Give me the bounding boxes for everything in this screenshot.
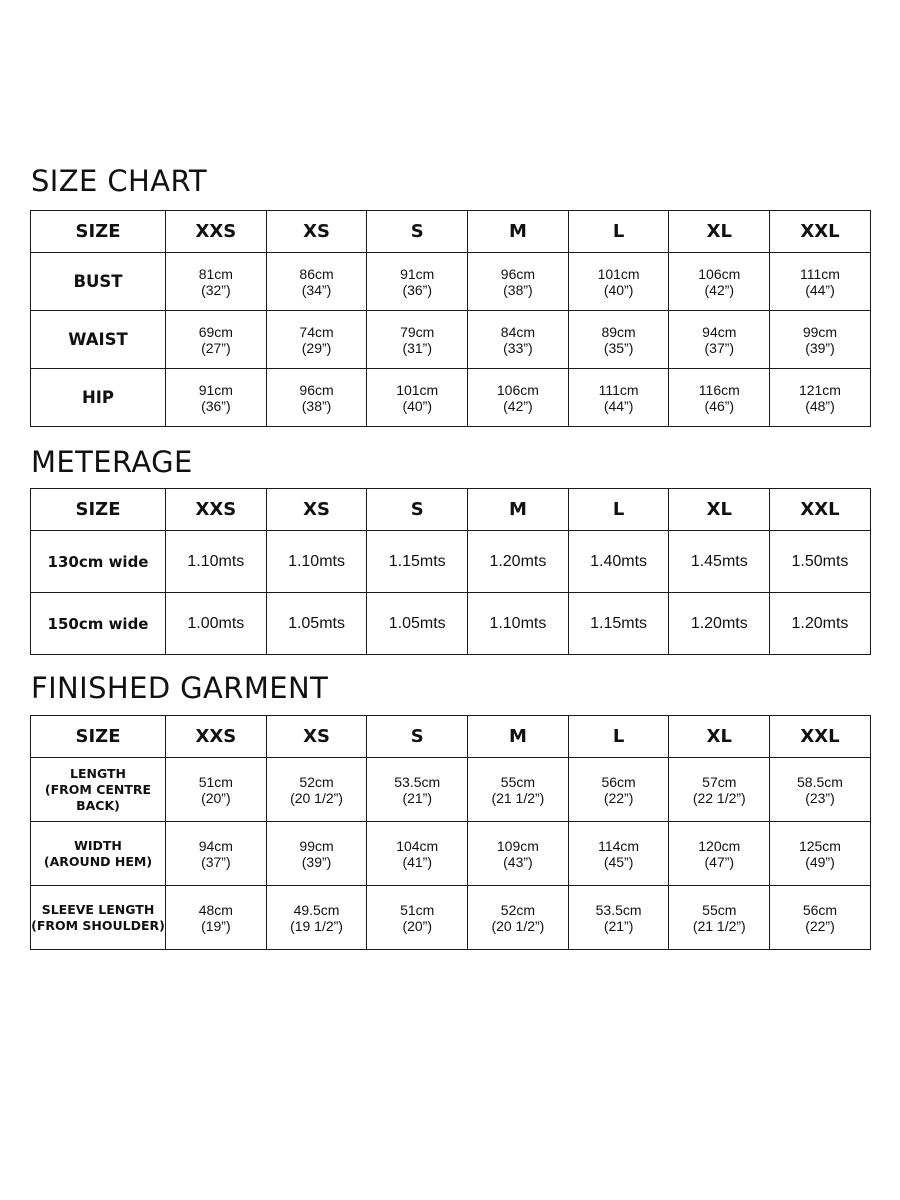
header-cell: M	[468, 211, 569, 253]
measure-cell	[367, 311, 468, 369]
meterage-cell: 1.40mts	[568, 531, 669, 593]
cm-value: 57cm	[702, 773, 737, 790]
inch-value: (36”)	[201, 397, 231, 414]
meterage-cell: 1.05mts	[367, 593, 468, 655]
header-cell: M	[468, 489, 569, 531]
cm-value: 121cm	[798, 381, 841, 398]
measure-cell	[166, 758, 267, 822]
inch-value: (22”)	[805, 917, 835, 934]
header-cell: L	[568, 489, 669, 531]
cm-value: 91cm	[400, 265, 435, 282]
cm-value: 116cm	[698, 381, 740, 398]
cm-value: 69cm	[198, 323, 233, 340]
row-label: HIP	[31, 369, 166, 427]
inch-value: (29”)	[301, 339, 332, 356]
finished-garment-table	[30, 715, 871, 950]
measure-cell	[468, 369, 569, 427]
header-cell: XL	[669, 211, 770, 253]
inch-value: (27”)	[201, 339, 231, 356]
header-cell: XXL	[770, 716, 871, 758]
cm-value: 89cm	[601, 323, 636, 340]
cm-value: 109cm	[496, 837, 539, 854]
cm-value: 51cm	[198, 773, 233, 790]
inch-value: (42”)	[503, 397, 533, 414]
cm-value: 79cm	[400, 323, 435, 340]
header-cell: S	[367, 211, 468, 253]
inch-value: (38”)	[301, 397, 332, 414]
measure-cell	[266, 886, 367, 950]
measure-cell	[770, 369, 871, 427]
header-cell: S	[367, 489, 468, 531]
table-row	[31, 369, 871, 427]
cm-value: 99cm	[299, 837, 334, 854]
measure-cell	[468, 253, 569, 311]
inch-value: (20”)	[201, 789, 231, 806]
cm-value: 58.5cm	[797, 773, 843, 790]
cm-value: 125cm	[798, 837, 841, 854]
inch-value: (19”)	[201, 917, 231, 934]
meterage-cell: 1.20mts	[468, 531, 569, 593]
meterage-cell: 1.20mts	[770, 593, 871, 655]
inch-value: (41”)	[402, 853, 432, 870]
inch-value: (44”)	[603, 397, 634, 414]
cm-value: 91cm	[198, 381, 233, 398]
measure-cell	[568, 311, 669, 369]
size-chart-title: SIZE CHART	[31, 164, 208, 198]
meterage-table	[30, 488, 871, 655]
inch-value: (19 1/2”)	[290, 917, 343, 934]
row-label	[31, 758, 166, 822]
measure-cell	[568, 886, 669, 950]
meterage-cell: 1.15mts	[367, 531, 468, 593]
measure-cell	[468, 758, 569, 822]
meterage-cell: 1.15mts	[568, 593, 669, 655]
header-cell: XS	[266, 716, 367, 758]
row-label	[31, 822, 166, 886]
table-row	[31, 758, 871, 822]
measure-cell	[770, 758, 871, 822]
meterage-header-row	[31, 489, 871, 531]
cm-value: 104cm	[396, 837, 439, 854]
inch-value: (46”)	[704, 397, 735, 414]
finished-garment-header-row	[31, 716, 871, 758]
cm-value: 111cm	[598, 381, 639, 398]
measure-cell	[468, 311, 569, 369]
cm-value: 74cm	[299, 323, 334, 340]
cm-value: 49.5cm	[293, 901, 340, 918]
cm-value: 101cm	[597, 265, 640, 282]
row-label: 150cm wide	[31, 593, 166, 655]
inch-value: (49”)	[805, 853, 835, 870]
meterage-cell: 1.05mts	[266, 593, 367, 655]
inch-value: (40”)	[402, 397, 432, 414]
measure-cell	[568, 822, 669, 886]
cm-value: 56cm	[802, 901, 838, 918]
cm-value: 106cm	[698, 265, 741, 282]
measure-cell	[266, 311, 367, 369]
meterage-cell: 1.10mts	[166, 531, 267, 593]
cm-value: 55cm	[500, 773, 536, 790]
inch-value: (21 1/2”)	[491, 789, 545, 806]
meterage-cell: 1.10mts	[468, 593, 569, 655]
inch-value: (22 1/2”)	[692, 789, 746, 806]
header-cell: XL	[669, 716, 770, 758]
measure-cell	[770, 886, 871, 950]
header-cell: XXL	[770, 211, 871, 253]
measure-cell	[367, 822, 468, 886]
header-cell: SIZE	[31, 489, 166, 531]
measure-cell	[166, 369, 267, 427]
measure-cell	[166, 886, 267, 950]
row-label-line: (FROM SHOULDER)	[31, 917, 165, 933]
inch-value: (35”)	[603, 339, 634, 356]
meterage-title: METERAGE	[31, 445, 193, 479]
meterage-cell: 1.50mts	[770, 531, 871, 593]
table-row	[31, 886, 871, 950]
size-chart-header-row	[31, 211, 871, 253]
row-label-line: WIDTH	[74, 837, 122, 853]
inch-value: (42”)	[704, 281, 735, 298]
row-label-line: (AROUND HEM)	[43, 853, 153, 869]
table-row	[31, 253, 871, 311]
header-cell: XXL	[770, 489, 871, 531]
cm-value: 94cm	[198, 837, 233, 854]
inch-value: (20 1/2”)	[290, 789, 343, 806]
measure-cell	[468, 886, 569, 950]
measure-cell	[166, 253, 267, 311]
inch-value: (36”)	[402, 281, 432, 298]
measure-cell	[166, 822, 267, 886]
measure-cell	[669, 369, 770, 427]
measure-cell	[568, 369, 669, 427]
inch-value: (22”)	[603, 789, 634, 806]
cm-value: 111cm	[799, 265, 840, 282]
header-cell: XS	[266, 211, 367, 253]
inch-value: (39”)	[301, 853, 332, 870]
cm-value: 81cm	[198, 265, 233, 282]
inch-value: (34”)	[301, 281, 332, 298]
header-cell: S	[367, 716, 468, 758]
measure-cell	[266, 822, 367, 886]
header-cell: L	[568, 716, 669, 758]
measure-cell	[367, 886, 468, 950]
row-label-line: BACK)	[76, 797, 120, 813]
table-row	[31, 593, 871, 655]
row-label	[31, 886, 166, 950]
header-cell: XXS	[166, 211, 267, 253]
cm-value: 53.5cm	[394, 773, 441, 790]
measure-cell	[669, 311, 770, 369]
cm-value: 120cm	[698, 837, 741, 854]
measure-cell	[770, 822, 871, 886]
cm-value: 114cm	[598, 837, 640, 854]
meterage-cell: 1.20mts	[669, 593, 770, 655]
cm-value: 86cm	[299, 265, 334, 282]
row-label: 130cm wide	[31, 531, 166, 593]
inch-value: (44”)	[805, 281, 835, 298]
header-cell: XXS	[166, 489, 267, 531]
table-row	[31, 311, 871, 369]
header-cell: L	[568, 211, 669, 253]
cm-value: 55cm	[702, 901, 737, 918]
inch-value: (20”)	[402, 917, 432, 934]
meterage-cell: 1.10mts	[266, 531, 367, 593]
header-cell: SIZE	[31, 716, 166, 758]
cm-value: 53.5cm	[595, 901, 642, 918]
measure-cell	[266, 758, 367, 822]
measure-cell	[367, 369, 468, 427]
cm-value: 96cm	[299, 381, 334, 398]
table-row	[31, 531, 871, 593]
cm-value: 48cm	[198, 901, 233, 918]
inch-value: (31”)	[402, 339, 432, 356]
measure-cell	[770, 311, 871, 369]
measure-cell	[568, 253, 669, 311]
inch-value: (21”)	[603, 917, 634, 934]
measure-cell	[266, 253, 367, 311]
measure-cell	[367, 253, 468, 311]
size-chart-table	[30, 210, 871, 427]
cm-value: 94cm	[702, 323, 737, 340]
cm-value: 56cm	[601, 773, 636, 790]
measure-cell	[770, 253, 871, 311]
measure-cell	[669, 886, 770, 950]
row-label: WAIST	[31, 311, 166, 369]
cm-value: 52cm	[299, 773, 334, 790]
header-cell: XL	[669, 489, 770, 531]
cm-value: 52cm	[500, 901, 536, 918]
row-label: BUST	[31, 253, 166, 311]
inch-value: (45”)	[603, 853, 634, 870]
row-label-line: (FROM CENTRE	[44, 781, 152, 797]
measure-cell	[669, 758, 770, 822]
inch-value: (20 1/2”)	[491, 917, 545, 934]
row-label-line: SLEEVE LENGTH	[41, 901, 155, 917]
table-row	[31, 822, 871, 886]
inch-value: (39”)	[805, 339, 835, 356]
header-cell: M	[468, 716, 569, 758]
cm-value: 96cm	[500, 265, 536, 282]
row-label-line: LENGTH	[70, 765, 126, 781]
measure-cell	[669, 822, 770, 886]
measure-cell	[367, 758, 468, 822]
cm-value: 99cm	[802, 323, 838, 340]
header-cell: SIZE	[31, 211, 166, 253]
inch-value: (23”)	[805, 789, 835, 806]
measure-cell	[266, 369, 367, 427]
inch-value: (21”)	[402, 789, 432, 806]
inch-value: (43”)	[503, 853, 533, 870]
measure-cell	[568, 758, 669, 822]
cm-value: 84cm	[500, 323, 536, 340]
header-cell: XS	[266, 489, 367, 531]
cm-value: 51cm	[400, 901, 435, 918]
measure-cell	[669, 253, 770, 311]
inch-value: (47”)	[704, 853, 735, 870]
inch-value: (37”)	[201, 853, 231, 870]
inch-value: (48”)	[805, 397, 835, 414]
inch-value: (33”)	[503, 339, 533, 356]
inch-value: (38”)	[503, 281, 533, 298]
inch-value: (32”)	[201, 281, 231, 298]
cm-value: 101cm	[396, 381, 439, 398]
inch-value: (40”)	[603, 281, 634, 298]
meterage-cell: 1.00mts	[166, 593, 267, 655]
finished-garment-title: FINISHED GARMENT	[31, 671, 329, 705]
header-cell: XXS	[166, 716, 267, 758]
measure-cell	[468, 822, 569, 886]
inch-value: (21 1/2”)	[692, 917, 746, 934]
inch-value: (37”)	[704, 339, 735, 356]
measure-cell	[166, 311, 267, 369]
cm-value: 106cm	[496, 381, 539, 398]
meterage-cell: 1.45mts	[669, 531, 770, 593]
